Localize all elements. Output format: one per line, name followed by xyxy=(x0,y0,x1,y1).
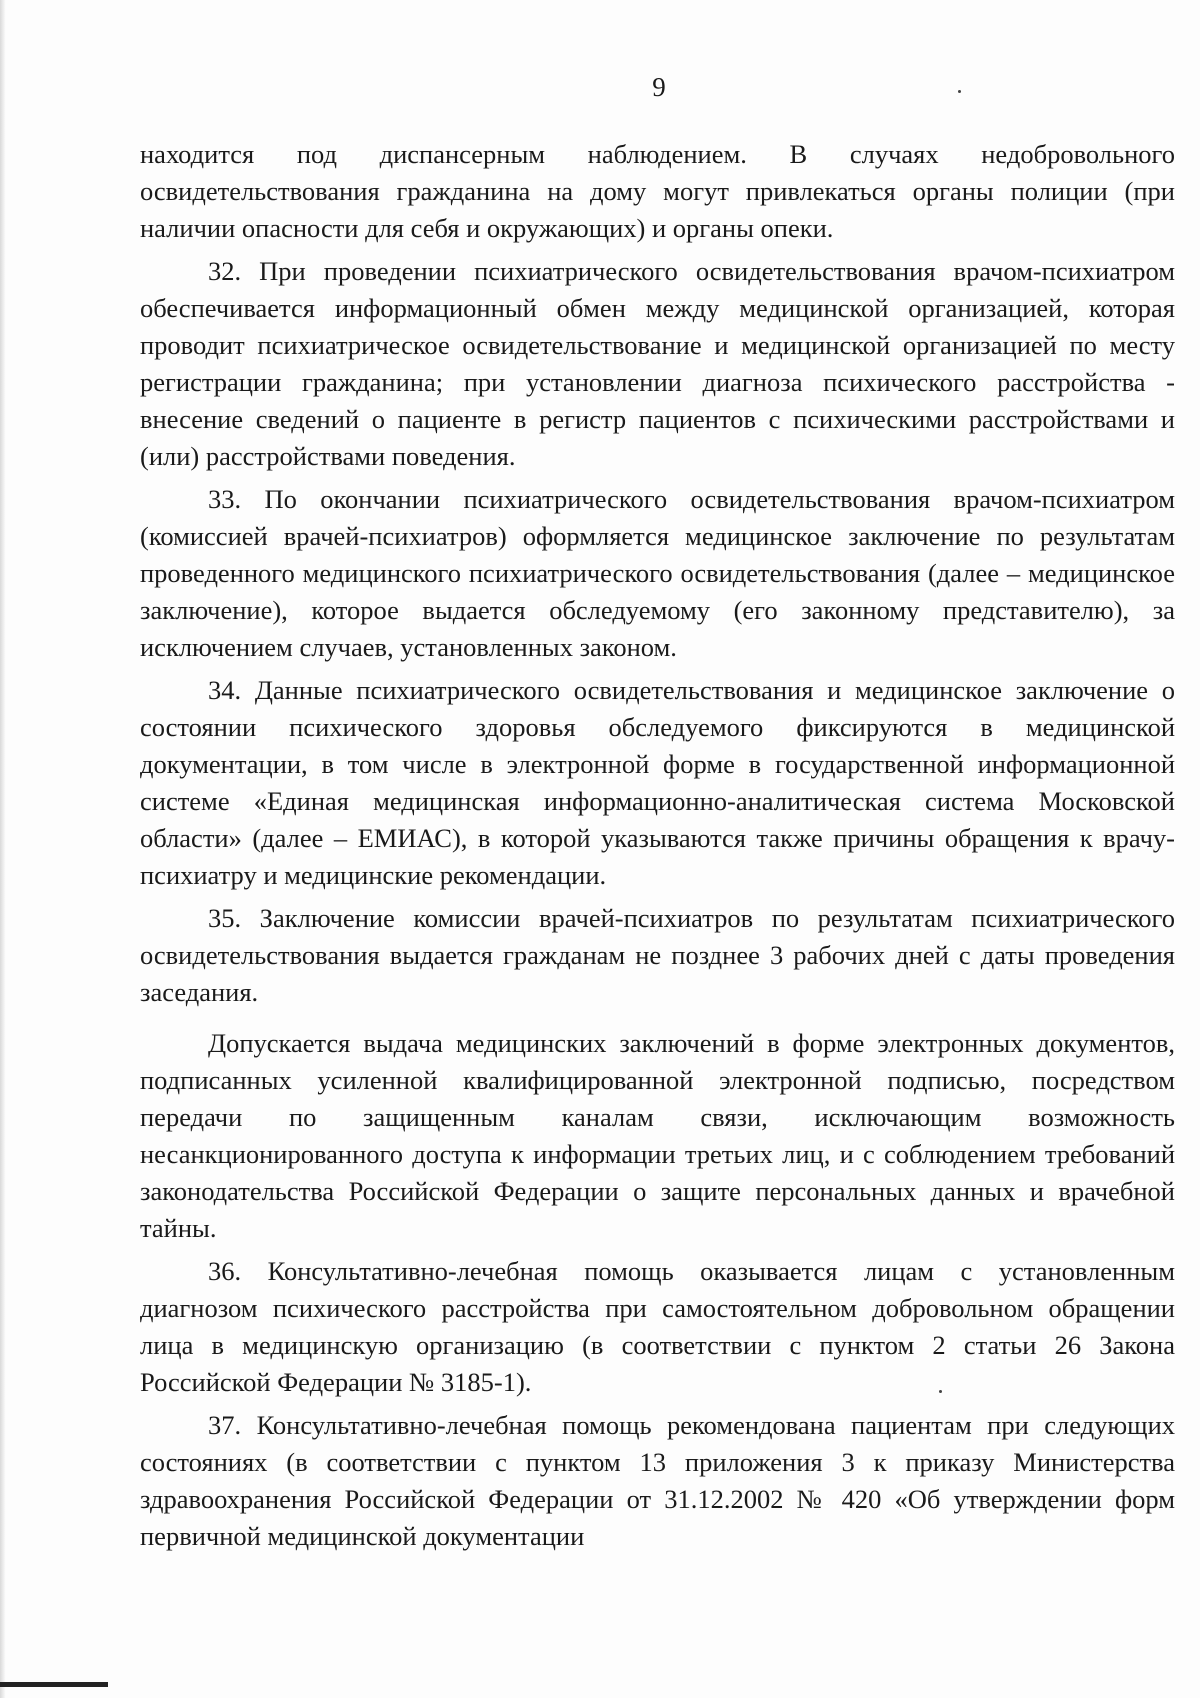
scan-edge-shadow xyxy=(0,0,6,1698)
paragraph-4: 34. Данные психиатрического освидетельствования и медицинское заключение о состоянии психического здоровья обследуемого фиксируются в медицинской документации, в том числе в электронной форме в государственной информационной системе «Единая медицинская информационно-аналитическая система Московской области» (далее – ЕМИАС), в которой указываются также причины обращения к врачу-психиатру и медицинские рекомендации. xyxy=(140,675,1175,890)
document-body xyxy=(140,136,1175,1561)
scan-mark xyxy=(0,1682,108,1687)
paragraph-3: 33. По окончании психиатрического освидетельствования врачом-психиатром (комиссией врачей-психиатров) оформляется медицинское заключение по результатам проведенного медицинского психиатрического освидетельствования (далее – медицинское заключение), которое выдается обследуемому (его законному представителю), за исключением случаев, установленных законом. xyxy=(140,484,1175,662)
page-number: 9 xyxy=(652,72,666,102)
paragraph-1: находится под диспансерным наблюдением. В случаях недобровольного освидетельствования гражданина на дому могут привлекаться органы полиции (при наличии опасности для себя и окружающих) и органы опеки. xyxy=(140,139,1175,243)
paragraph-2: 32. При проведении психиатрического освидетельствования врачом-психиатром обеспечивается информационный обмен между медицинской организацией, которая проводит психиатрическое освидетельствование и медицинской организацией по месту регистрации гражданина; при установлении диагноза психического расстройства - внесение сведений о пациенте в регистр пациентов с психическими расстройствами и (или) расстройствами поведения. xyxy=(140,256,1175,471)
paragraph-6: Допускается выдача медицинских заключений в форме электронных документов, подписанных усиленной квалифицированной электронной подписью, посредством передачи по защищенным каналам связи, исключающим возможность несанкционированного доступа к информации третьих лиц, и с соблюдением требований законодательства Российской Федерации о защите персональных данных и врачебной тайны. xyxy=(140,1028,1175,1243)
paragraph-5: 35. Заключение комиссии врачей-психиатров по результатам психиатрического освидетельствования выдается гражданам не позднее 3 рабочих дней с даты проведения заседания. xyxy=(140,903,1175,1007)
paragraph-7: 36. Консультативно-лечебная помощь оказывается лицам с установленным диагнозом психического расстройства при самостоятельном добровольном обращении лица в медицинскую организацию (в соответствии с пунктом 2 статьи 26 Закона Российской Федерации № 3185-1). xyxy=(140,1256,1175,1397)
paragraph-8: 37. Консультативно-лечебная помощь рекомендована пациентам при следующих состояниях (в соответствии с пунктом 13 приложения 3 к приказу Министерства здравоохранения Российской Федерации от 31.12.2002 № 420 «Об утверждении форм первичной медицинской документации xyxy=(140,1410,1175,1551)
